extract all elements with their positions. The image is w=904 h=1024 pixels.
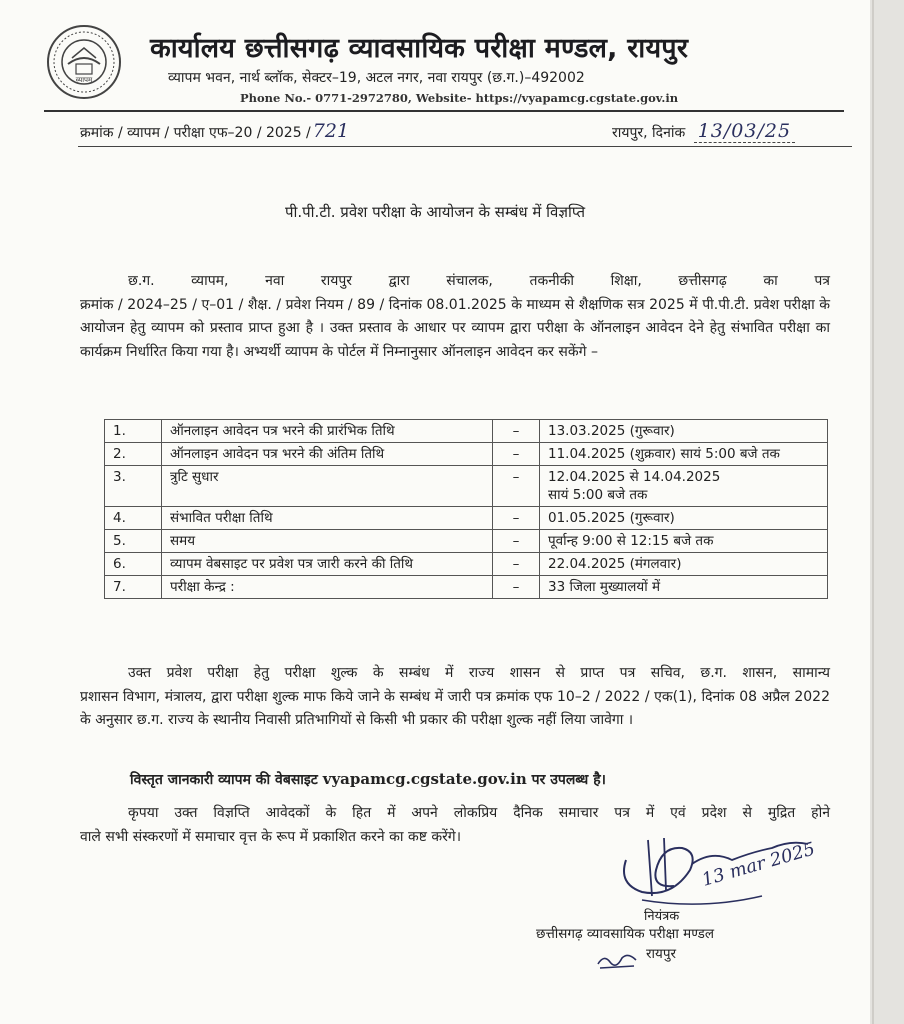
reference-divider: [78, 146, 852, 147]
schedule-item-label: व्यापम वेबसाइट पर प्रवेश पत्र जारी करने की तिथि: [162, 553, 493, 576]
schedule-item-value: [540, 553, 828, 576]
schedule-serial: 7.: [105, 576, 162, 599]
schedule-serial: 4.: [105, 507, 162, 530]
paragraph-publish-body: वाले सभी संस्करणों में समाचार वृत्त के रूप में प्रकाशित करने का कष्ट करेंगे।: [80, 828, 461, 845]
website-notice: [130, 770, 606, 789]
paragraph-intro: [80, 270, 830, 364]
schedule-value-text: 13.03.2025 (गुरूवार): [548, 423, 675, 439]
date-label: रायपुर, दिनांक: [612, 125, 686, 141]
schedule-row: [105, 420, 828, 443]
logo-text: व्यापम: [75, 76, 93, 84]
org-title: कार्यालय छत्तीसगढ़ व्यावसायिक परीक्षा मण्डल, रायपुर: [150, 33, 689, 64]
controller-signature: [612, 800, 822, 920]
schedule-item-label: त्रुटि सुधार: [162, 466, 493, 507]
paragraph-intro-lead: छ.ग. व्यापम, नवा रायपुर द्वारा संचालक, तकनीकी शिक्षा, छत्तीसगढ़ का पत्र: [128, 273, 830, 289]
schedule-item-label: ऑनलाइन आवेदन पत्र भरने की अंतिम तिथि: [162, 443, 493, 466]
schedule-item-value: [540, 443, 828, 466]
schedule-serial: 5.: [105, 530, 162, 553]
schedule-dash: –: [493, 576, 540, 599]
schedule-serial: 6.: [105, 553, 162, 576]
schedule-item-label: ऑनलाइन आवेदन पत्र भरने की प्रारंभिक तिथि: [162, 420, 493, 443]
schedule-value-text: 11.04.2025 (शुक्रवार) सायं 5:00 बजे तक: [548, 446, 780, 462]
vyapam-seal-logo: [46, 24, 122, 100]
signoff-organization: छत्तीसगढ़ व्यावसायिक परीक्षा मण्डल: [536, 926, 714, 942]
schedule-item-label: परीक्षा केन्द्र :: [162, 576, 493, 599]
schedule-item-value: [540, 507, 828, 530]
schedule-dash: –: [493, 507, 540, 530]
org-address: व्यापम भवन, नार्थ ब्लॉक, सेक्टर–19, अटल नगर, नवा रायपुर (छ.ग.)–492002: [168, 70, 585, 86]
schedule-item-value: [540, 576, 828, 599]
schedule-row: [105, 576, 828, 599]
signoff-city: रायपुर: [646, 946, 677, 962]
reference-handwritten-number: 721: [312, 120, 350, 142]
schedule-value-text: 01.05.2025 (गुरूवार): [548, 510, 675, 526]
initials-mark: [594, 948, 640, 974]
schedule-value-text: 33 जिला मुख्यालयों में: [548, 579, 661, 595]
paragraph-fee-body: प्रशासन विभाग, मंत्रालय, द्वारा परीक्षा शुल्क माफ किये जाने के सम्बंध में जारी पत्र क्रमांक एफ 10–2 / 2022 / एक(1), दिनांक 08 अप्रैल 2022 के अनुसार छ.ग. राज्य के स्थानीय निवासी प्रतिभागियों से किसी भी प्रकार की परीक्षा शुल्क नहीं लिया जावेगा ।: [80, 688, 830, 728]
schedule-item-value: [540, 420, 828, 443]
website-prefix: विस्तृत जानकारी व्यापम की वेबसाइट: [130, 772, 318, 788]
schedule-value-text: पूर्वान्ह 9:00 से 12:15 बजे तक: [548, 533, 714, 549]
paragraph-publish-lead: कृपया उक्त विज्ञप्ति आवेदकों के हित में अपने लोकप्रिय दैनिक समाचार पत्र में एवं प्रदेश से मुद्रित होने: [128, 805, 830, 821]
reference-label: क्रमांक / व्यापम / परीक्षा एफ–20 / 2025 /: [80, 125, 311, 141]
website-url[interactable]: vyapamcg.cgstate.gov.in: [322, 770, 527, 788]
schedule-serial: 2.: [105, 443, 162, 466]
paragraph-fee: [80, 662, 830, 733]
schedule-item-value: [540, 466, 828, 507]
schedule-dash: –: [493, 420, 540, 443]
date-handwritten: 13/03/25: [694, 120, 795, 143]
schedule-row: [105, 553, 828, 576]
schedule-item-label: समय: [162, 530, 493, 553]
scan-edge: [870, 0, 904, 1024]
schedule-table: [104, 419, 828, 599]
schedule-serial: 1.: [105, 420, 162, 443]
schedule-value-continuation: सायं 5:00 बजे तक: [548, 487, 648, 503]
schedule-dash: –: [493, 530, 540, 553]
reference-number: [80, 120, 349, 142]
notice-subject: पी.पी.टी. प्रवेश परीक्षा के आयोजन के सम्बंध में विज्ञप्ति: [284, 203, 586, 221]
header-divider: [44, 110, 844, 112]
org-contact: Phone No.- 0771-2972780, Website- https://vyapamcg.cgstate.gov.in: [240, 91, 679, 105]
schedule-item-label: संभावित परीक्षा तिथि: [162, 507, 493, 530]
website-suffix: पर उपलब्ध है।: [531, 772, 606, 788]
reference-date: [612, 120, 795, 143]
schedule-value-text: 12.04.2025 से 14.04.2025: [548, 469, 721, 485]
schedule-row: [105, 443, 828, 466]
schedule-row: [105, 466, 828, 507]
schedule-dash: –: [493, 553, 540, 576]
signature-date: 13 mar 2025: [699, 838, 818, 891]
scan-edge-line: [872, 0, 874, 1024]
schedule-dash: –: [493, 443, 540, 466]
schedule-value-text: 22.04.2025 (मंगलवार): [548, 556, 682, 572]
paragraph-intro-body: क्रमांक / 2024–25 / ए–01 / शैक्ष. / प्रवेश नियम / 89 / दिनांक 08.01.2025 के माध्यम से शैक्षणिक सत्र 2025 में पी.पी.टी. प्रवेश परीक्षा के आयोजन हेतु व्यापम को प्रस्ताव प्राप्त हुआ है । उक्त प्रस्ताव के आधार पर व्यापम द्वारा परीक्षा के ऑनलाइन आवेदन देने हेतु संभावित परीक्षा का कार्यक्रम निर्धारित किया गया है। अभ्यर्थी व्यापम के पोर्टल में निम्नानुसार ऑनलाइन आवेदन कर सकेंगे –: [80, 296, 830, 360]
paragraph-fee-lead: उक्त प्रवेश परीक्षा हेतु परीक्षा शुल्क के सम्बंध में राज्य शासन से प्राप्त पत्र सचिव, छ.ग. शासन, सामान्य: [128, 665, 830, 681]
schedule-row: [105, 507, 828, 530]
schedule-item-value: [540, 530, 828, 553]
schedule-dash: –: [493, 466, 540, 507]
schedule-serial: 3.: [105, 466, 162, 507]
signoff-designation: नियंत्रक: [644, 909, 680, 924]
schedule-row: [105, 530, 828, 553]
